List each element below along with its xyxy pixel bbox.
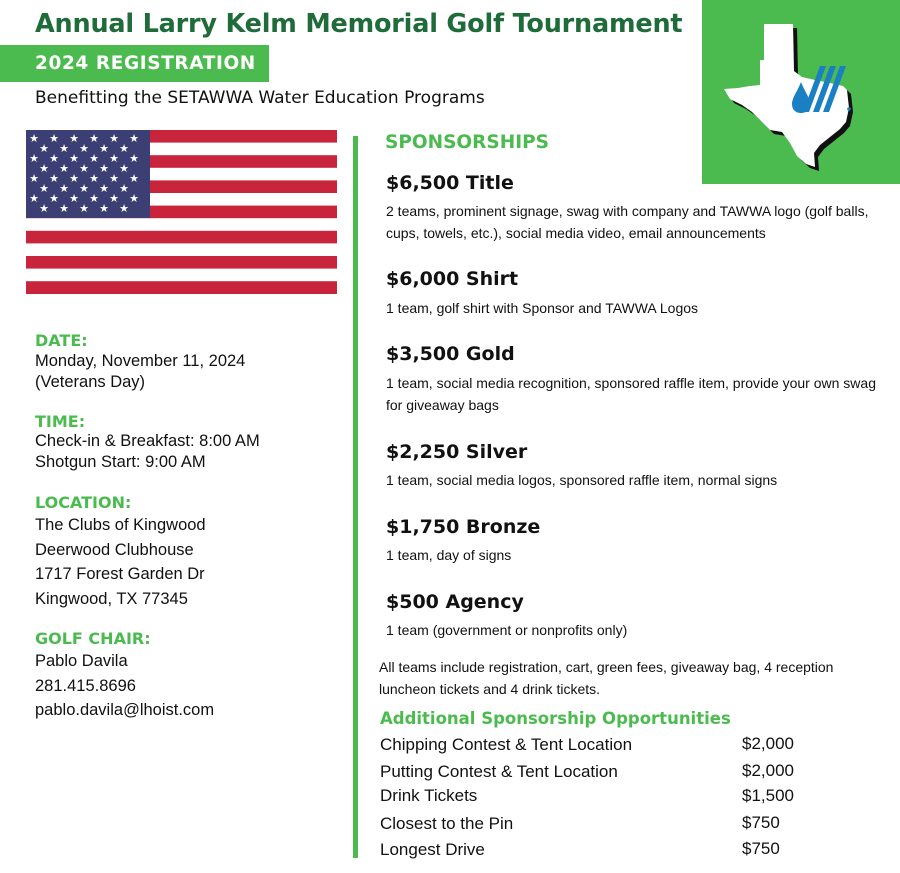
svg-text:★: ★ xyxy=(39,162,49,175)
tier-gold-desc: 1 team, social media recognition, sponsored raffle item, provide your own swag for giveaway bags xyxy=(386,375,876,413)
svg-text:★: ★ xyxy=(39,182,49,195)
opportunity-price: $2,000 xyxy=(742,761,794,780)
svg-text:★: ★ xyxy=(129,152,139,165)
svg-text:★: ★ xyxy=(29,192,39,205)
svg-text:★: ★ xyxy=(49,192,59,205)
svg-text:★: ★ xyxy=(29,152,39,165)
tier-silver-name: $2,250 Silver xyxy=(386,441,528,463)
svg-text:★: ★ xyxy=(59,142,69,155)
svg-text:★: ★ xyxy=(59,162,69,175)
svg-text:★: ★ xyxy=(29,132,39,145)
svg-text:★: ★ xyxy=(99,202,109,215)
svg-text:★: ★ xyxy=(79,162,89,175)
tier-title-desc: 2 teams, prominent signage, swag with company and TAWWA logo (golf balls, cups, towels, etc.), social media video, email announcements xyxy=(386,203,869,241)
svg-text:★: ★ xyxy=(49,152,59,165)
svg-text:★: ★ xyxy=(109,132,119,145)
opportunity-name: Putting Contest & Tent Location xyxy=(380,762,618,781)
opportunity-price: $2,000 xyxy=(742,734,794,753)
opportunity-price: $750 xyxy=(742,839,780,858)
svg-text:★: ★ xyxy=(79,142,89,155)
tier-title-name: $6,500 Title xyxy=(386,172,514,194)
page-title: Annual Larry Kelm Memorial Golf Tournament xyxy=(35,9,683,39)
svg-text:★: ★ xyxy=(129,192,139,205)
chair-phone: 281.415.8696 xyxy=(35,676,136,695)
location-line: Kingwood, TX 77345 xyxy=(35,589,188,608)
svg-text:★: ★ xyxy=(119,162,129,175)
svg-text:★: ★ xyxy=(99,142,109,155)
tier-shirt-desc: 1 team, golf shirt with Sponsor and TAWWA Logos xyxy=(386,300,699,316)
tier-gold-name: $3,500 Gold xyxy=(386,343,515,365)
opportunity-name: Chipping Contest & Tent Location xyxy=(380,735,633,754)
golf-chair-value xyxy=(35,649,214,723)
tier-agency-name: $500 Agency xyxy=(386,591,524,613)
svg-text:★: ★ xyxy=(69,192,79,205)
location-label: LOCATION: xyxy=(35,493,132,512)
svg-text:★: ★ xyxy=(99,162,109,175)
additional-opportunities-heading: Additional Sponsorship Opportunities xyxy=(380,709,731,728)
svg-text:★: ★ xyxy=(49,132,59,145)
time-label: TIME: xyxy=(35,412,86,431)
svg-text:★: ★ xyxy=(119,202,129,215)
svg-text:★: ★ xyxy=(69,152,79,165)
svg-text:★: ★ xyxy=(89,152,99,165)
svg-text:★: ★ xyxy=(59,202,69,215)
texas-map-tawwa-logo-icon xyxy=(702,0,900,184)
logo-panel xyxy=(702,0,900,184)
svg-text:★: ★ xyxy=(69,132,79,145)
svg-text:★: ★ xyxy=(119,182,129,195)
svg-text:★: ★ xyxy=(89,172,99,185)
svg-text:★: ★ xyxy=(119,142,129,155)
time-value xyxy=(35,431,260,473)
svg-text:★: ★ xyxy=(39,142,49,155)
svg-text:★: ★ xyxy=(109,192,119,205)
svg-text:★: ★ xyxy=(129,172,139,185)
svg-text:★: ★ xyxy=(69,172,79,185)
sponsorships-heading: SPONSORSHIPS xyxy=(385,132,549,153)
svg-text:★: ★ xyxy=(39,202,49,215)
chair-email[interactable]: pablo.davila@lhoist.com xyxy=(35,701,215,719)
tier-silver-desc: 1 team, social media logos, sponsored raffle item, normal signs xyxy=(386,472,778,488)
tier-shirt-name: $6,000 Shirt xyxy=(386,268,519,290)
svg-text:★: ★ xyxy=(109,172,119,185)
opportunity-price: $1,500 xyxy=(742,786,794,805)
svg-text:★: ★ xyxy=(79,202,89,215)
teams-include-note: All teams include registration, cart, green fees, giveaway bag, 4 reception luncheon tickets and 4 drink tickets. xyxy=(379,659,834,697)
svg-text:★: ★ xyxy=(99,182,109,195)
location-line: The Clubs of Kingwood xyxy=(35,516,206,534)
opportunity-price: $750 xyxy=(742,813,780,832)
column-divider xyxy=(353,136,358,858)
svg-text:★: ★ xyxy=(79,182,89,195)
svg-text:★: ★ xyxy=(109,152,119,165)
registration-banner xyxy=(0,45,269,82)
svg-text:★: ★ xyxy=(29,172,39,185)
date-label: DATE: xyxy=(35,331,88,350)
chair-name: Pablo Davila xyxy=(35,652,128,670)
tier-agency-desc: 1 team (government or nonprofits only) xyxy=(386,622,628,638)
tier-bronze-desc: 1 team, day of signs xyxy=(386,547,512,563)
benefit-subtitle: Benefitting the SETAWWA Water Education Programs xyxy=(35,88,485,108)
time-line: Shotgun Start: 9:00 AM xyxy=(35,453,206,471)
svg-text:★: ★ xyxy=(89,132,99,145)
svg-text:★: ★ xyxy=(129,132,139,145)
date-value xyxy=(35,351,245,393)
svg-text:★: ★ xyxy=(49,172,59,185)
location-line: 1717 Forest Garden Dr xyxy=(35,565,205,583)
date-line: (Veterans Day) xyxy=(35,373,146,391)
opportunity-name: Drink Tickets xyxy=(380,786,478,805)
date-line: Monday, November 11, 2024 xyxy=(35,352,246,370)
golf-chair-label: GOLF CHAIR: xyxy=(35,629,151,648)
american-flag-icon xyxy=(26,130,337,294)
opportunity-name: Closest to the Pin xyxy=(380,814,514,833)
svg-text:★: ★ xyxy=(89,192,99,205)
time-line: Check-in & Breakfast: 8:00 AM xyxy=(35,432,260,450)
registration-text: 2024 REGISTRATION xyxy=(35,53,256,74)
tier-bronze-name: $1,750 Bronze xyxy=(386,516,541,538)
location-value xyxy=(35,513,206,611)
location-line: Deerwood Clubhouse xyxy=(35,540,194,559)
svg-text:★: ★ xyxy=(59,182,69,195)
opportunity-name: Longest Drive xyxy=(380,840,485,859)
